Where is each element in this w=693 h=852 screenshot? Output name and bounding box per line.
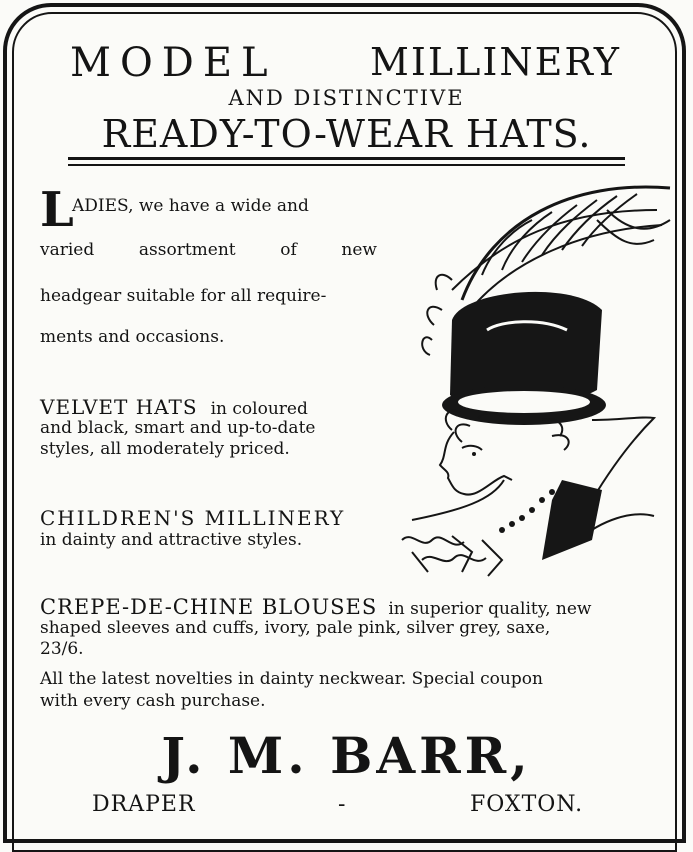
trade-label: DRAPER xyxy=(92,792,196,817)
intro-line-1: ADIES, we have a wide and xyxy=(72,196,309,216)
subtitle: AND DISTINCTIVE xyxy=(228,86,465,110)
blouses-line-3: 23/6. xyxy=(40,639,84,659)
velvet-line-1: in coloured xyxy=(210,399,308,419)
separator-dash: - xyxy=(338,792,347,817)
intro-word: assortment xyxy=(138,240,236,260)
velvet-line-3: styles, all moderately priced. xyxy=(40,439,290,459)
title-millinery: MILLINERY xyxy=(370,40,621,84)
novelties-line-1: All the latest novelties in dainty neckwear. Special coupon xyxy=(40,669,543,689)
intro-word: new xyxy=(341,240,377,260)
merchant-name: J. M. BARR, xyxy=(161,726,532,785)
intro-line-2 xyxy=(40,240,377,260)
velvet-first-line xyxy=(40,395,308,419)
intro-word: of xyxy=(280,240,297,260)
velvet-line-2: and black, smart and up-to-date xyxy=(40,418,316,438)
lady-hat-illustration xyxy=(392,180,677,580)
intro-word: varied xyxy=(40,240,95,260)
drop-cap: L xyxy=(40,182,74,238)
blouses-line-2: shaped sleeves and cuffs, ivory, pale pink, silver grey, saxe, xyxy=(40,618,551,638)
blouses-line-1: in superior quality, new xyxy=(388,599,592,619)
title-model: MODEL xyxy=(70,40,277,86)
intro-line-3: headgear suitable for all require- xyxy=(40,286,327,306)
double-rule-bottom xyxy=(68,164,625,166)
headline: READY-TO-WEAR HATS. xyxy=(101,112,592,156)
children-title: CHILDREN'S MILLINERY xyxy=(40,506,346,530)
blouses-title: CREPE-DE-CHINE BLOUSES xyxy=(40,595,378,619)
double-rule-top xyxy=(68,157,625,160)
children-line-1: in dainty and attractive styles. xyxy=(40,530,303,550)
town-label: FOXTON. xyxy=(470,792,584,817)
blouses-first-line xyxy=(40,595,591,619)
intro-line-4: ments and occasions. xyxy=(40,327,225,347)
novelties-line-2: with every cash purchase. xyxy=(40,691,266,711)
velvet-title: VELVET HATS xyxy=(40,395,198,419)
